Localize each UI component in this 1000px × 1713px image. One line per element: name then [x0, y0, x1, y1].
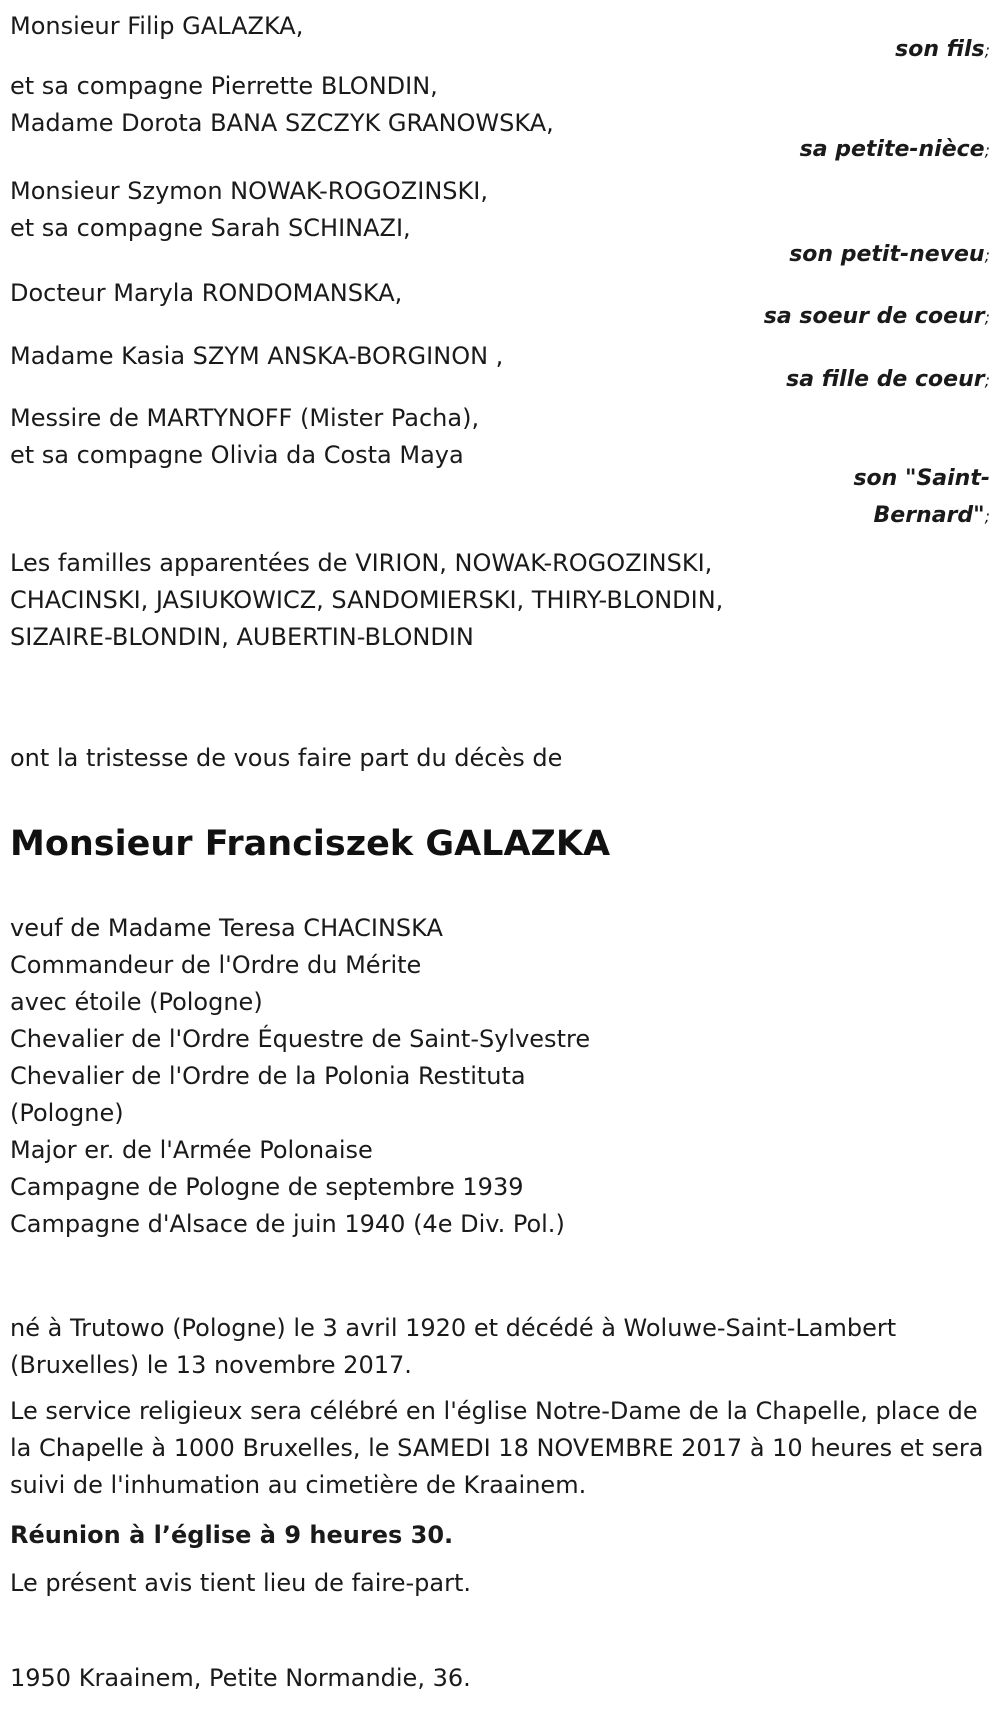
mourner-relation: son petit-neveu; — [789, 242, 990, 267]
title-line: Major er. de l'Armée Polonaise — [10, 1136, 373, 1164]
mourner-name: Madame Kasia SZYM ANSKA-BORGINON , — [10, 342, 504, 370]
title-line: veuf de Madame Teresa CHACINSKA — [10, 914, 443, 942]
mourner-name: Monsieur Szymon NOWAK-ROGOZINSKI, — [10, 177, 488, 205]
funeral-service-info: Le service religieux sera célébré en l'église Notre-Dame de la Chapelle, place de la Chapelle à 1000 Bruxelles, le SAMEDI 18 NOVEMBRE 2017 à 10 heures et sera suivi de l'inhumation au cimetière de Kraainem. — [10, 1397, 984, 1499]
announcement-intro: ont la tristesse de vous faire part du décès de — [10, 744, 563, 772]
mourner-relation: sa fille de coeur; — [786, 367, 990, 392]
mourner-relation: sa petite-nièce; — [799, 137, 990, 162]
mourner-name: et sa compagne Sarah SCHINAZI, — [10, 214, 411, 242]
mourner-entry — [10, 338, 990, 392]
mourner-entry — [10, 275, 990, 329]
mourner-relation: sa soeur de coeur; — [763, 304, 990, 329]
title-line: Chevalier de l'Ordre Équestre de Saint-Sylvestre — [10, 1025, 591, 1053]
mourner-name: Madame Dorota BANA SZCZYK GRANOWSKA, — [10, 109, 554, 137]
mourner-name: et sa compagne Olivia da Costa Maya — [10, 441, 464, 469]
mourner-relation: son "Saint-Bernard"; — [853, 466, 990, 528]
mourner-relation: son fils; — [895, 37, 990, 62]
mourner-name: Monsieur Filip GALAZKA, — [10, 12, 304, 40]
mourner-entry — [10, 8, 990, 62]
title-line: Chevalier de l'Ordre de la Polonia Restituta — [10, 1062, 526, 1090]
title-line: Commandeur de l'Ordre du Mérite — [10, 951, 422, 979]
birth-death-info: né à Trutowo (Pologne) le 3 avril 1920 et décédé à Woluwe-Saint-Lambert (Bruxelles) le 13 novembre 2017. — [10, 1314, 897, 1379]
deceased-titles — [10, 910, 590, 1243]
mourner-entry — [10, 400, 990, 528]
mourner-entry — [10, 68, 990, 162]
mourner-name: Messire de MARTYNOFF (Mister Pacha), — [10, 404, 480, 432]
title-line: avec étoile (Pologne) — [10, 988, 263, 1016]
title-line: (Pologne) — [10, 1099, 124, 1127]
contact-address: 1950 Kraainem, Petite Normandie, 36. — [10, 1664, 471, 1692]
title-line: Campagne de Pologne de septembre 1939 — [10, 1173, 524, 1201]
notice-statement: Le présent avis tient lieu de faire-part. — [10, 1569, 472, 1597]
mourner-name: Docteur Maryla RONDOMANSKA, — [10, 279, 403, 307]
mourner-entry — [10, 173, 990, 267]
related-families: Les familles apparentées de VIRION, NOWAK-ROGOZINSKI, CHACINSKI, JASIUKOWICZ, SANDOMIERSKI, THIRY-BLONDIN, SIZAIRE-BLONDIN, AUBERTIN-BLONDIN — [10, 549, 724, 651]
meeting-time: Réunion à l’église à 9 heures 30. — [10, 1521, 454, 1549]
title-line: Campagne d'Alsace de juin 1940 (4e Div. Pol.) — [10, 1210, 565, 1238]
mourner-name: et sa compagne Pierrette BLONDIN, — [10, 72, 438, 100]
deceased-name: Monsieur Franciszek GALAZKA — [10, 824, 611, 864]
